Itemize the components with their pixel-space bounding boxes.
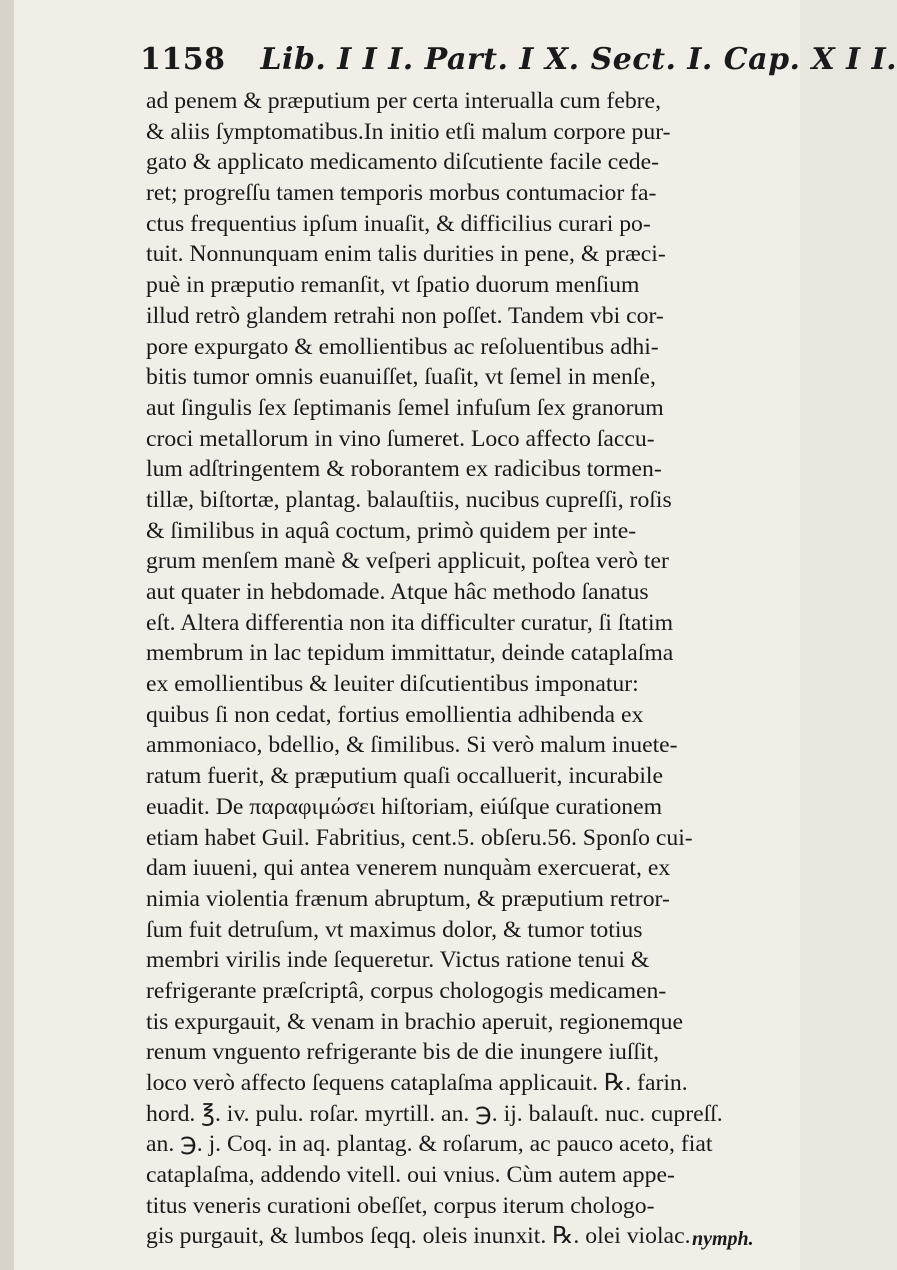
text-line: an. ℈. j. Coq. in aq. plantag. & roſarum, ac pauco aceto, fiat <box>146 1131 713 1158</box>
text-line: dam iuueni, qui antea venerem nunquàm exercuerat, ex <box>146 855 671 882</box>
text-line: croci metallorum in vino ſumeret. Loco affecto ſaccu- <box>146 425 655 452</box>
text-line: tillæ, biſtortæ, plantag. balauſtiis, nucibus cupreſſi, roſis <box>146 486 672 513</box>
catchword: nymph. <box>692 1228 754 1250</box>
text-line: gis purgauit, & lumbos ſeqq. oleis inunxit. ℞. olei violac. <box>146 1223 691 1250</box>
text-line: loco verò affecto ſequens cataplaſma applicauit. ℞. farin. <box>146 1070 688 1096</box>
text-line: renum vnguento refrigerante bis de die inungere iuſſit, <box>146 1039 660 1066</box>
text-line: pore expurgato & emollientibus ac reſoluentibus adhi- <box>146 333 659 360</box>
text-line: etiam habet Guil. Fabritius, cent.5. obſeru.56. Sponſo cui- <box>146 824 693 851</box>
text-line: & aliis ſymptomatibus.In initio etſi malum corpore pur- <box>146 118 671 145</box>
text-line: illud retrò glandem retrahi non poſſet. Tandem vbi cor- <box>146 302 664 329</box>
text-line: ſum fuit detruſum, vt maximus dolor, & tumor totius <box>146 916 643 943</box>
text-line: euadit. De παραφιμώσει hiſtoriam, eiúſque curationem <box>146 793 663 820</box>
text-line: nimia violentia frænum abruptum, & præputium retror- <box>146 885 670 912</box>
page-number: 1158 <box>140 42 226 77</box>
text-line: ctus frequentius ipſum inuaſit, & difficilius curari po- <box>146 210 651 237</box>
text-line: membri virilis inde ſequeretur. Victus ratione tenui & <box>146 947 650 974</box>
text-line: aut ſingulis ſex ſeptimanis ſemel infuſum ſex granorum <box>146 394 664 421</box>
page-gutter-edge <box>0 0 14 1270</box>
text-line: lum adſtringentem & roborantem ex radicibus tormen- <box>146 456 662 483</box>
text-line: puè in præputio remanſit, vt ſpatio duorum menſium <box>146 272 640 299</box>
text-line: membrum in lac tepidum immittatur, deinde cataplaſma <box>146 640 674 667</box>
text-line: eſt. Altera differentia non ita difficulter curatur, ſi ſtatim <box>146 609 674 636</box>
text-line: tuit. Nonnunquam enim talis durities in pene, & præci- <box>146 241 666 268</box>
text-line: ratum fuerit, & præputium quaſi occalluerit, incurabile <box>146 763 664 790</box>
text-line: bitis tumor omnis euanuiſſet, ſuaſit, vt ſemel in menſe, <box>146 364 656 391</box>
text-line: ret; progreſſu tamen temporis morbus contumacior fa- <box>146 180 657 207</box>
body-text <box>146 86 786 1252</box>
text-line: gato & applicato medicamento diſcutiente facile cede- <box>146 149 659 176</box>
text-line: ad penem & præputium per certa interualla cum febre, <box>146 88 661 114</box>
text-line: & ſimilibus in aquâ coctum, primò quidem per inte- <box>146 517 637 544</box>
running-title: Lib. I I I. Part. I X. Sect. I. Cap. X I I. <box>260 42 897 77</box>
text-line: cataplaſma, addendo vitell. oui vnius. Cùm autem appe- <box>146 1162 675 1189</box>
text-line: quibus ſi non cedat, fortius emollientia adhibenda ex <box>146 701 644 728</box>
text-line: titus veneris curationi obeſſet, corpus iterum chologo- <box>146 1192 655 1219</box>
text-line: grum menſem manè & veſperi applicuit, poſtea verò ter <box>146 548 669 575</box>
text-line: ex emollientibus & leuiter diſcutientibus imponatur: <box>146 671 639 698</box>
page-header <box>140 42 897 77</box>
text-line: aut quater in hebdomade. Atque hâc methodo ſanatus <box>146 579 649 605</box>
text-line: tis expurgauit, & venam in brachio aperuit, regionemque <box>146 1008 683 1035</box>
text-line: refrigerante præſcriptâ, corpus chologogis medicamen- <box>146 977 667 1004</box>
text-line: hord. ℥. iv. pulu. roſar. myrtill. an. ℈. ij. balauſt. nuc. cupreſſ. <box>146 1100 723 1127</box>
text-line: ammoniaco, bdellio, & ſimilibus. Si verò malum inuete- <box>146 732 678 759</box>
